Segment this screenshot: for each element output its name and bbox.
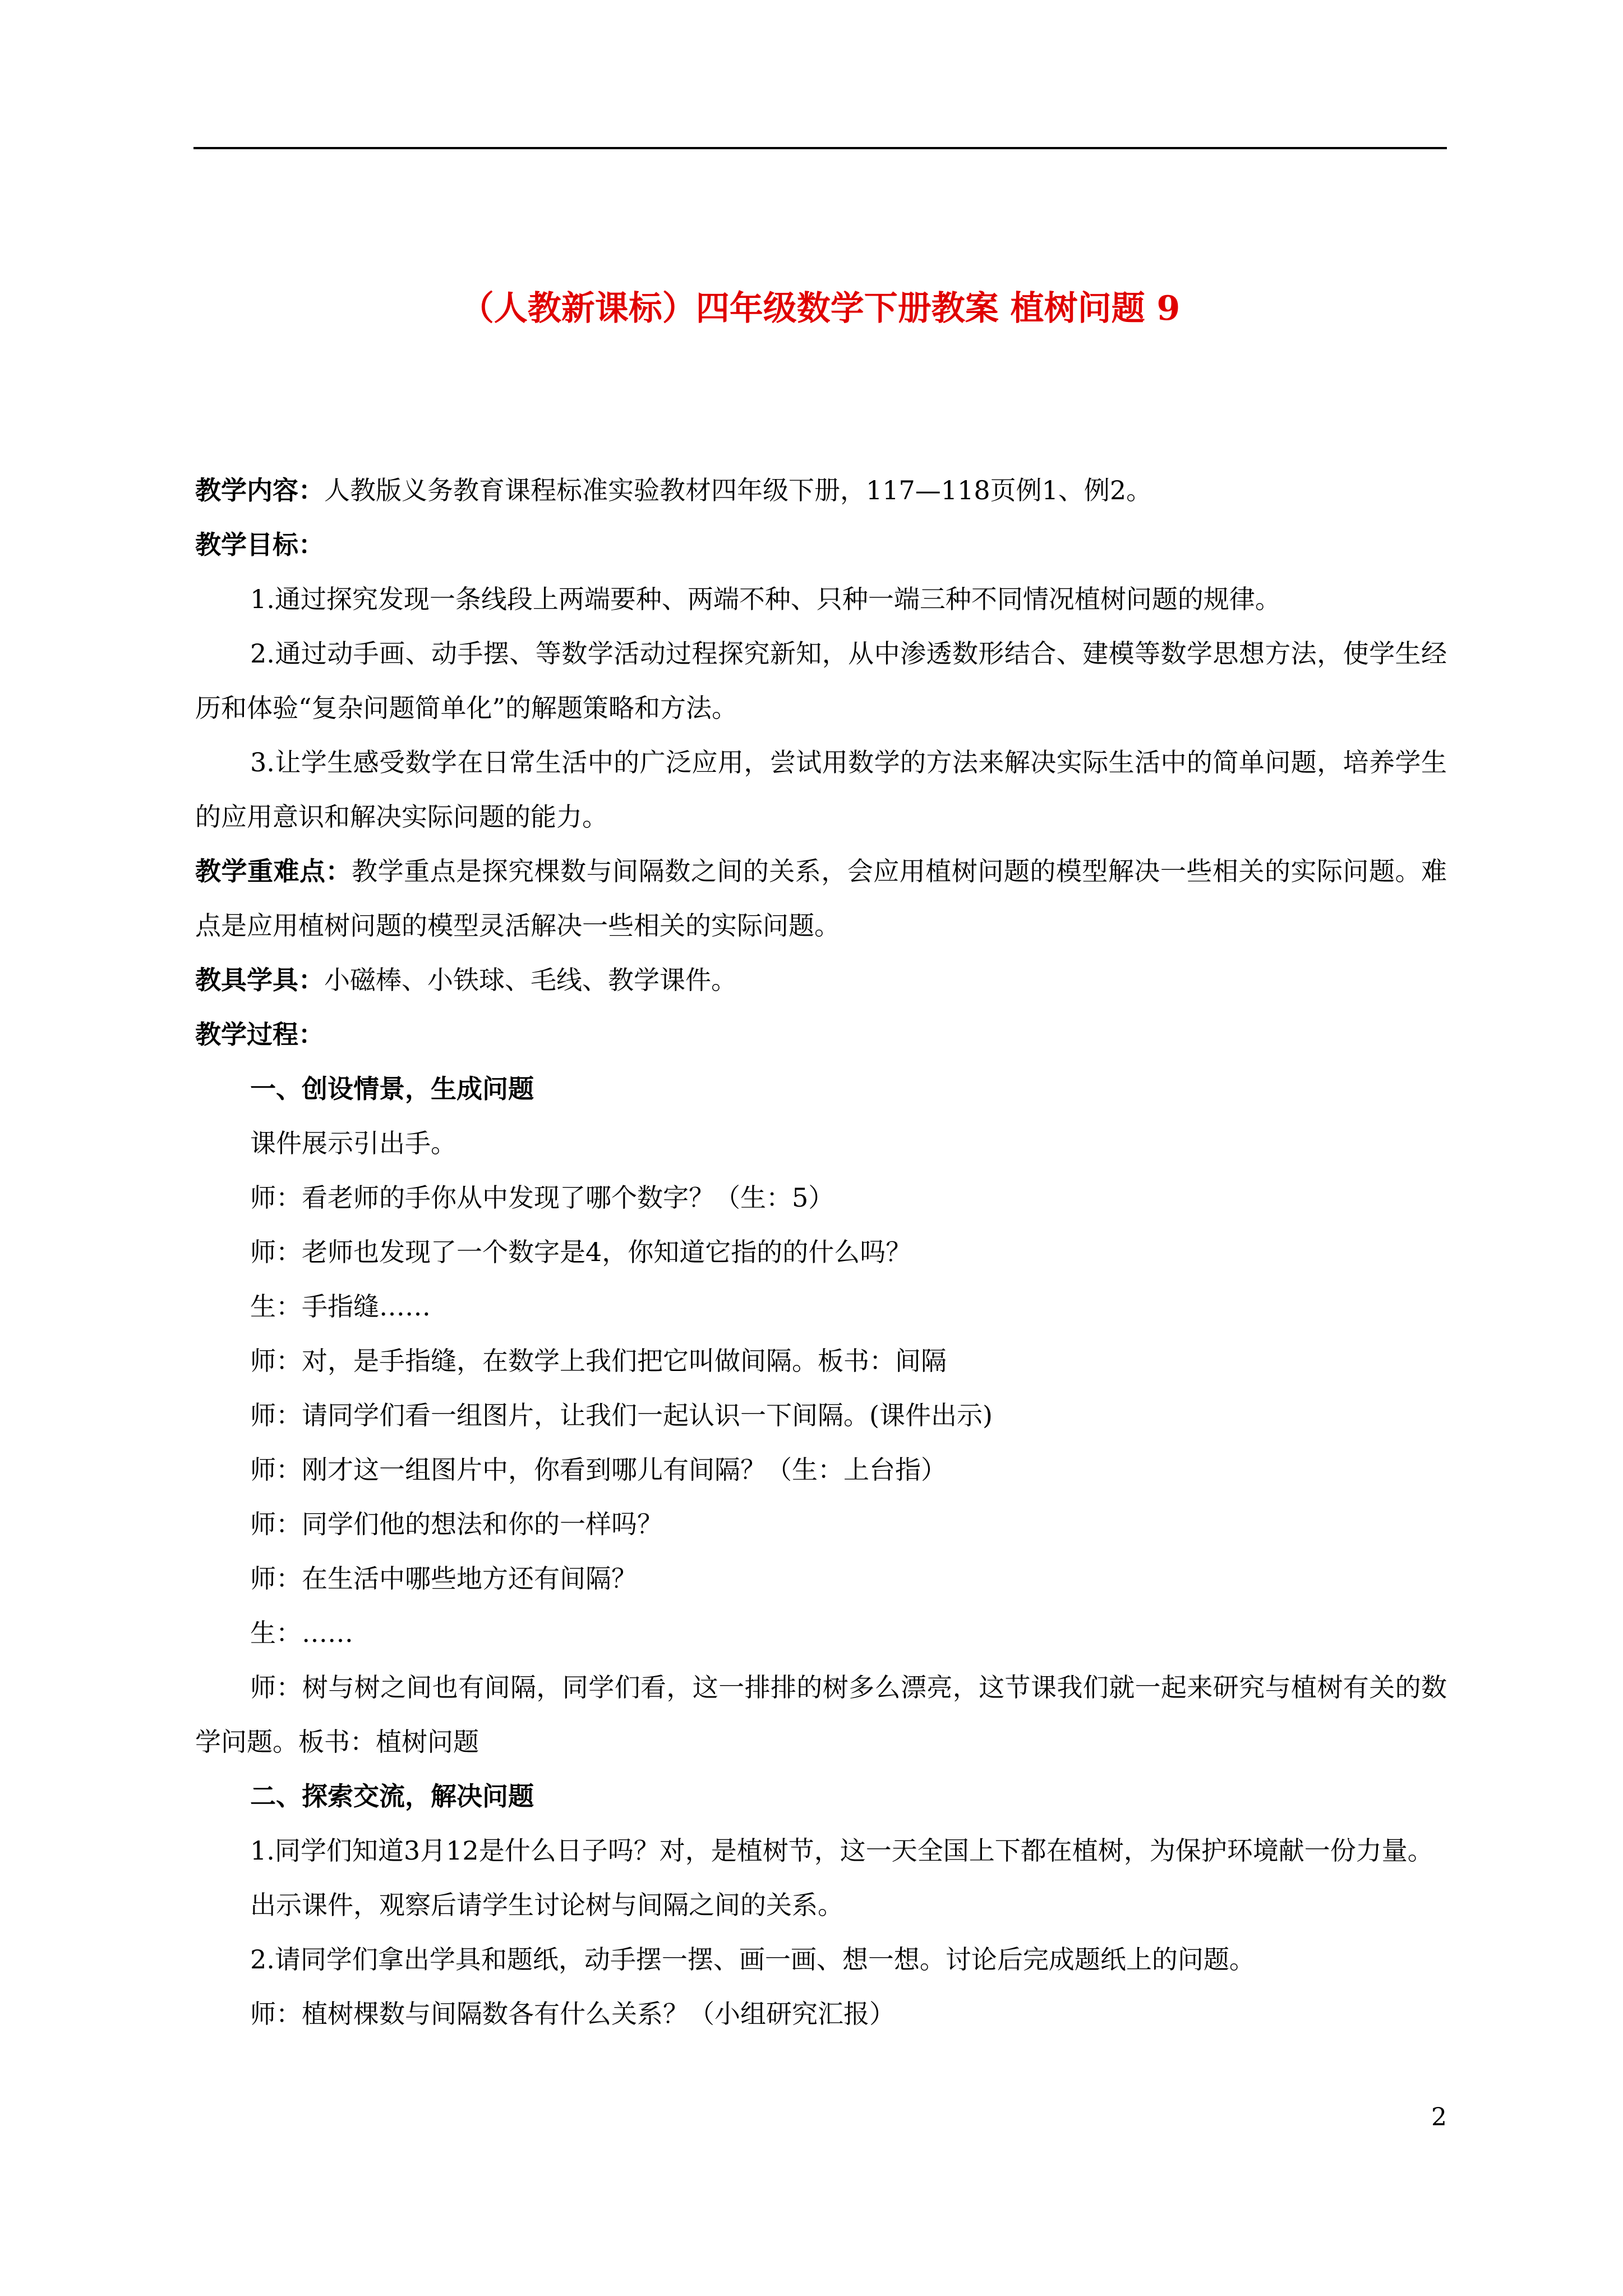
document-body [195,463,1447,2041]
key-points-label: 教学重难点： [195,856,352,886]
teaching-tools-text: 小磁棒、小铁球、毛线、教学课件。 [324,965,737,995]
dialogue-line: 1.同学们知道3月12是什么日子吗？对，是植树节，这一天全国上下都在植树，为保护环境献一份力量。 [250,1835,1433,1866]
teaching-tools-paragraph [195,953,1447,1007]
teaching-goals-label: 教学目标： [195,530,324,560]
teaching-tools-label: 教具学具： [195,965,324,995]
teaching-content-label: 教学内容： [195,475,324,505]
dialogue-line: 2.请同学们拿出学具和题纸，动手摆一摆、画一画、想一想。讨论后完成题纸上的问题。 [250,1944,1255,1975]
dialogue-line: 师：在生活中哪些地方还有间隔？ [250,1563,637,1594]
key-points-text: 教学重点是探究棵数与间隔数之间的关系，会应用植树问题的模型解决一些相关的实际问题。难点是应用植树问题的模型灵活解决一些相关的实际问题。 [195,856,1447,941]
teaching-content-paragraph [195,463,1447,518]
header-rule [193,147,1447,149]
teaching-process-label: 教学过程： [195,1019,324,1050]
dialogue-line: 师：看老师的手你从中发现了哪个数字？（生：5） [250,1182,834,1213]
key-points-paragraph [195,844,1447,953]
dialogue-line: 师：老师也发现了一个数字是4，你知道它指的的什么吗？ [250,1237,912,1267]
teaching-content-text: 人教版义务教育课程标准实验教材四年级下册，117—118页例1、例2。 [324,475,1152,505]
dialogue-line: 师：同学们他的想法和你的一样吗？ [250,1509,663,1539]
dialogue-line: 课件展示引出手。 [250,1128,457,1158]
dialogue-line: 师：植树棵数与间隔数各有什么关系？（小组研究汇报） [250,1999,895,2029]
teaching-goal-item: 2.通过动手画、动手摆、等数学活动过程探究新知，从中渗透数形结合、建模等数学思想方法，使学生经历和体验“复杂问题简单化”的解题策略和方法。 [195,638,1447,723]
dialogue-line: 师：请同学们看一组图片，让我们一起认识一下间隔。(课件出示) [250,1400,993,1430]
dialogue-line: 生：手指缝…… [250,1291,431,1322]
dialogue-line: 师：树与树之间也有间隔，同学们看，这一排排的树多么漂亮，这节课我们就一起来研究与植树有关的数学问题。板书：植树问题 [195,1672,1447,1757]
dialogue-line: 师：刚才这一组图片中，你看到哪儿有间隔？（生：上台指） [250,1455,947,1485]
teaching-goal-item: 3.让学生感受数学在日常生活中的广泛应用，尝试用数学的方法来解决实际生活中的简单问题，培养学生的应用意识和解决实际问题的能力。 [195,747,1447,832]
section-heading: 二、探索交流，解决问题 [250,1781,534,1811]
document-title: （人教新课标）四年级数学下册教案 植树问题 9 [460,289,1181,328]
page-number: 2 [1431,2103,1447,2132]
dialogue-line: 生：…… [250,1618,353,1648]
dialogue-line: 出示课件，观察后请学生讨论树与间隔之间的关系。 [250,1890,843,1920]
dialogue-line: 师：对，是手指缝，在数学上我们把它叫做间隔。板书：间隔 [250,1346,947,1376]
section-heading: 一、创设情景，生成问题 [250,1074,534,1104]
teaching-goal-item: 1.通过探究发现一条线段上两端要种、两端不种、只种一端三种不同情况植树问题的规律。 [250,584,1281,614]
